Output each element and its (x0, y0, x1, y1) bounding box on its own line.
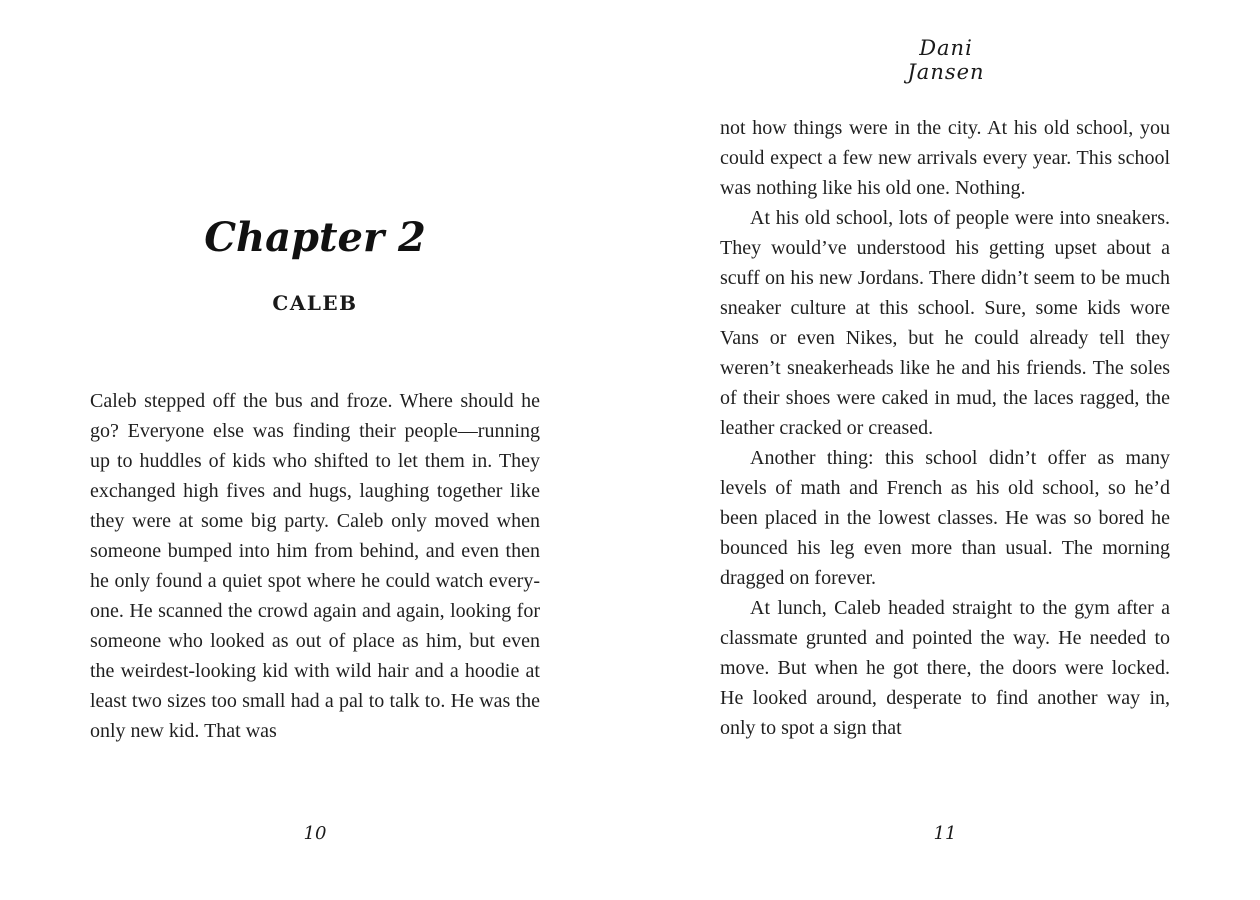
page-number-right: 11 (933, 823, 957, 844)
paragraph: Caleb stepped off the bus and froze. Where should he go? Everyone else was finding their people—running up to huddles of kids who shifted to let them in. They exchanged high fives and hugs, laughing together like they were at some big party. Caleb only moved when someone bumped into him from behind, and even then he only found a quiet spot where he could watch everyone. He scanned the crowd again and again, looking for someone who looked as out of place as him, but even the weirdest-looking kid with wild hair and a hoodie at least two sizes too small had a pal to talk to. He was the only new kid. That was (90, 390, 540, 742)
chapter-subtitle: CALEB (272, 291, 358, 315)
running-head-author: Dani Jansen (907, 36, 985, 84)
page-number-left: 10 (303, 823, 327, 844)
paragraph: Another thing: this school didn’t offer as many levels of math and French as his old school, so he’d been placed in the lowest classes. He was so bored he bounced his leg even more than usual. The morning dragged on forever. (720, 447, 1170, 589)
paragraph: not how things were in the city. At his old school, you could expect a few new arrivals every year. This school was nothing like his old one. Nothing. (720, 117, 1170, 199)
right-page (630, 0, 1260, 900)
left-body-text (90, 386, 540, 746)
chapter-title: Chapter 2 (204, 214, 426, 261)
paragraph: At lunch, Caleb headed straight to the gym after a classmate grunted and pointed the way. He needed to move. But when he got there, the doors were locked. He looked around, desperate to find another way in, only to spot a sign that (720, 597, 1170, 739)
paragraph: At his old school, lots of people were into sneakers. They would’ve understood his getting upset about a scuff on his new Jordans. There didn’t seem to be much sneaker culture at this school. Sure, some kids wore Vans or even Nikes, but he could already tell they weren’t sneakerheads like he and his friends. The soles of their shoes were caked in mud, the laces ragged, the leather cracked or creased. (720, 207, 1170, 439)
right-body-text (720, 113, 1170, 743)
